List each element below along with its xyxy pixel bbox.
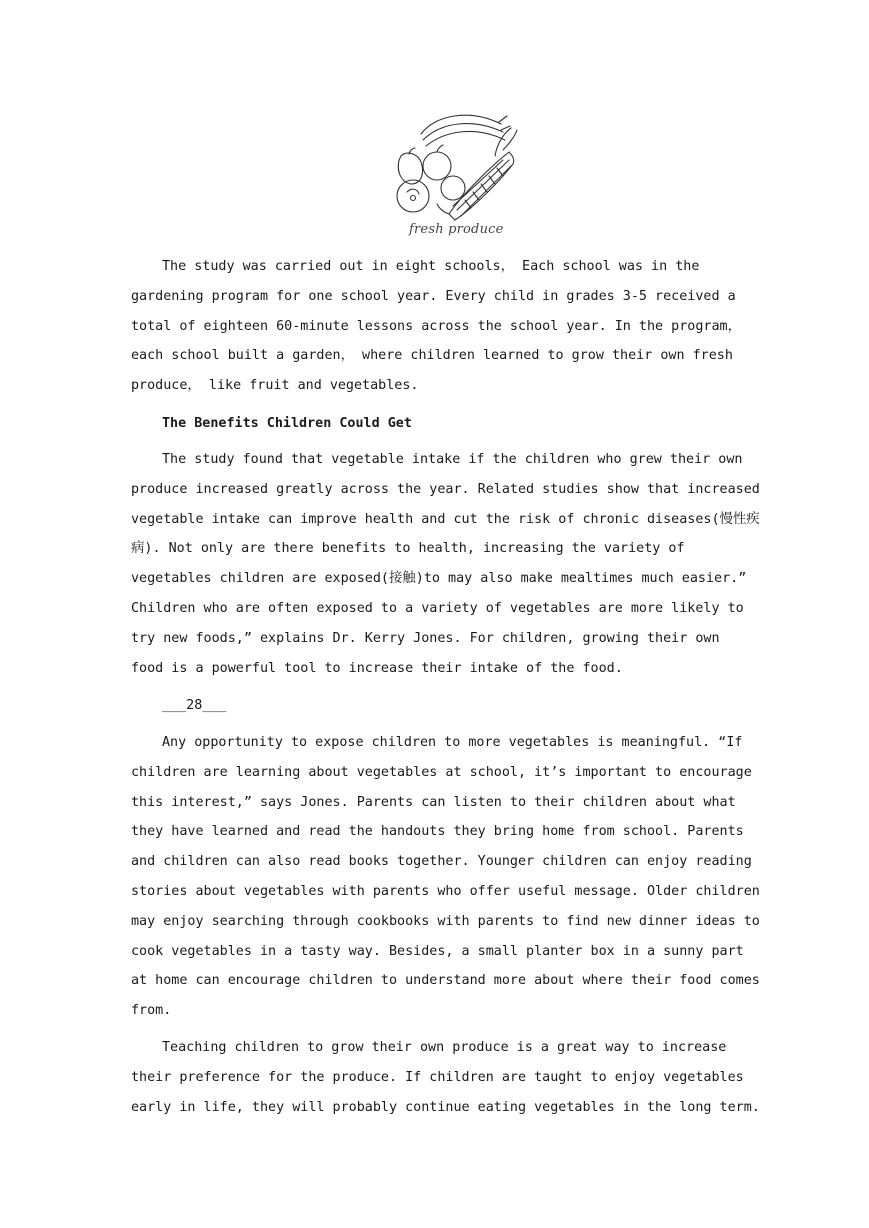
paragraph-line: this interest,” says Jones. Parents can listen to their children about what xyxy=(131,794,736,810)
paragraph-line: may enjoy searching through cookbooks with parents to find new dinner ideas to xyxy=(131,913,760,929)
fresh-produce-icon xyxy=(391,104,521,222)
paragraph-line: total of eighteen 60-minute lessons across the school year. In the program， xyxy=(131,318,741,334)
paragraph-line: produce increased greatly across the year. Related studies show that increased xyxy=(131,481,760,497)
paragraph-3 xyxy=(131,728,760,1026)
paragraph-line: Any opportunity to expose children to more vegetables is meaningful. “If xyxy=(162,735,743,750)
paragraph-line: cook vegetables in a tasty way. Besides, a small planter box in a sunny part xyxy=(131,943,744,959)
paragraph-line: they have learned and read the handouts they bring home from school. Parents xyxy=(131,824,744,840)
paragraph-line: each school built a garden， where children learned to grow their own fresh xyxy=(131,348,733,364)
paragraph-line: stories about vegetables with parents who offer useful message. Older children xyxy=(131,883,760,899)
section-heading: The Benefits Children Could Get xyxy=(162,416,412,431)
paragraph-line: Teaching children to grow their own produce is a great way to increase xyxy=(162,1040,727,1055)
paragraph-line: Children who are often exposed to a variety of vegetables are more likely to xyxy=(131,600,744,616)
paragraph-line: from. xyxy=(131,1003,172,1019)
paragraph-line: vegetables children are exposed(接触)to may also make mealtimes much easier.” xyxy=(131,571,747,587)
paragraph-line: at home can encourage children to understand more about where their food comes xyxy=(131,973,760,989)
paragraph-line: The study was carried out in eight schools， Each school was in the xyxy=(162,259,700,274)
question-blank: ___28___ xyxy=(162,698,227,713)
paragraph-2 xyxy=(131,445,760,683)
paragraph-line: and children can also read books together. Younger children can enjoy reading xyxy=(131,854,752,870)
paragraph-line: produce， like fruit and vegetables. xyxy=(131,378,419,394)
paragraph-4 xyxy=(131,1033,760,1122)
paragraph-1 xyxy=(131,252,741,401)
paragraph-line: try new foods,” explains Dr. Kerry Jones. For children, growing their own xyxy=(131,630,720,646)
paragraph-line: early in life, they will probably continue eating vegetables in the long term. xyxy=(131,1099,760,1115)
paragraph-line: vegetable intake can improve health and cut the risk of chronic diseases(慢性疾 xyxy=(131,511,760,527)
fresh-produce-figure xyxy=(391,104,521,244)
paragraph-line: 病). Not only are there benefits to health, increasing the variety of xyxy=(131,541,685,557)
paragraph-line: their preference for the produce. If children are taught to enjoy vegetables xyxy=(131,1069,744,1085)
paragraph-line: children are learning about vegetables at school, it’s important to encourage xyxy=(131,764,752,780)
paragraph-line: food is a powerful tool to increase their intake of the food. xyxy=(131,660,623,676)
paragraph-line: gardening program for one school year. Every child in grades 3-5 received a xyxy=(131,288,736,304)
figure-caption: fresh produce xyxy=(409,222,504,237)
paragraph-line: The study found that vegetable intake if the children who grew their own xyxy=(162,452,743,467)
